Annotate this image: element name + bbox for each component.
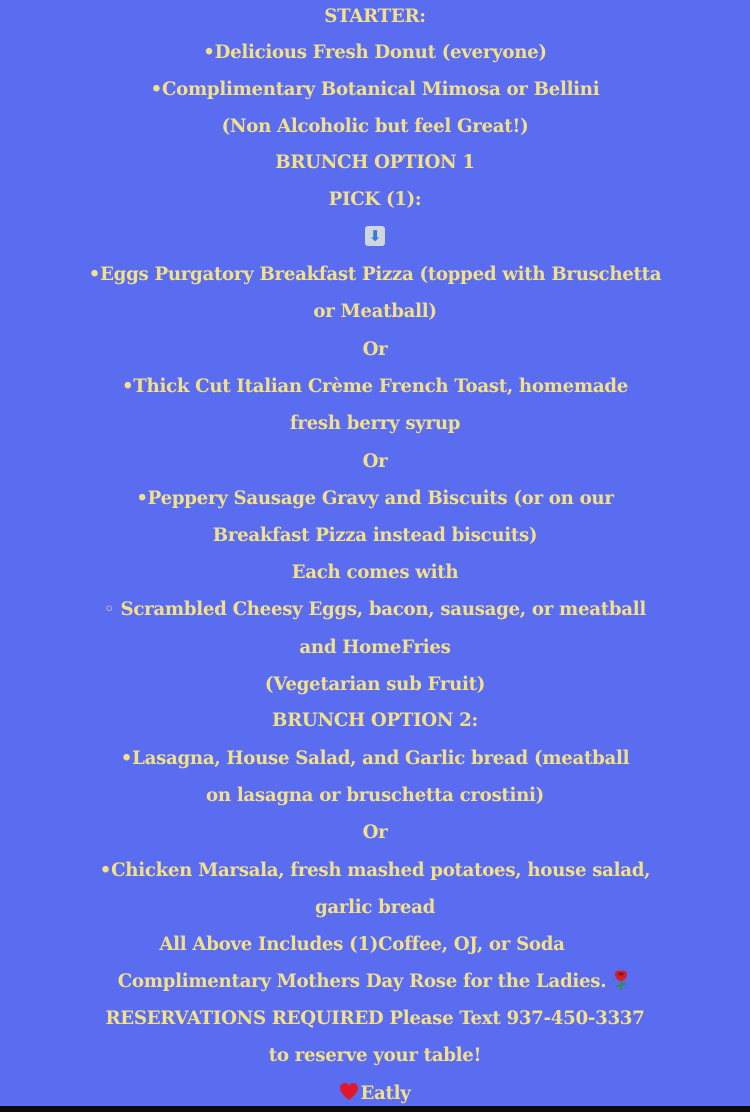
option2-item-lasagna-line1: •Lasagna, House Salad, and Garlic bread (meatball bbox=[120, 748, 630, 769]
or-divider-3: Or bbox=[362, 822, 388, 843]
starter-item-mimosa: •Complimentary Botanical Mimosa or Bellini bbox=[150, 79, 600, 100]
option2-item-lasagna-line2: on lasagna or bruschetta crostini) bbox=[206, 785, 544, 806]
rose-icon bbox=[610, 969, 632, 991]
rose-line-text: Complimentary Mothers Day Rose for the Ladies. bbox=[117, 971, 607, 992]
or-divider-1: Or bbox=[362, 339, 388, 360]
option2-item-marsala-line2: garlic bread bbox=[314, 897, 436, 918]
down-arrow-icon: ⬇ bbox=[365, 226, 385, 246]
or-divider-2: Or bbox=[362, 451, 388, 472]
option1-pick: PICK (1): bbox=[328, 189, 422, 210]
down-arrow-row bbox=[0, 218, 750, 255]
includes-line: All Above Includes (1)Coffee, OJ, or Soda bbox=[159, 934, 565, 955]
rose-line bbox=[0, 963, 750, 1000]
option2-heading: BRUNCH OPTION 2: bbox=[272, 710, 478, 731]
signature-line bbox=[0, 1075, 750, 1106]
bottom-bar bbox=[0, 1106, 750, 1112]
signature-text: Eatly bbox=[360, 1083, 411, 1104]
option1-item-biscuits-line1: •Peppery Sausage Gravy and Biscuits (or on our bbox=[136, 488, 614, 509]
option1-item-pizza-line2: or Meatball) bbox=[313, 301, 437, 322]
option2-item-marsala-line1: •Chicken Marsala, fresh mashed potatoes, house salad, bbox=[99, 860, 651, 881]
option1-item-biscuits-line2: Breakfast Pizza instead biscuits) bbox=[212, 525, 538, 546]
option1-item-pizza-line1: •Eggs Purgatory Breakfast Pizza (topped with Bruschetta bbox=[88, 264, 662, 285]
heart-icon bbox=[339, 1082, 359, 1102]
starter-note: (Non Alcoholic but feel Great!) bbox=[221, 116, 529, 137]
reservations-line1: RESERVATIONS REQUIRED Please Text 937-450-3337 bbox=[105, 1008, 645, 1029]
reservations-line2: to reserve your table! bbox=[268, 1045, 482, 1066]
option1-item-french-toast-line1: •Thick Cut Italian Crème French Toast, homemade bbox=[121, 376, 628, 397]
sides-line1: ◦ Scrambled Cheesy Eggs, bacon, sausage, or meatball bbox=[104, 599, 646, 620]
each-comes-with: Each comes with bbox=[291, 562, 459, 583]
option1-item-french-toast-line2: fresh berry syrup bbox=[289, 413, 461, 434]
starter-item-donut: •Delicious Fresh Donut (everyone) bbox=[203, 42, 547, 63]
starter-heading: STARTER: bbox=[324, 6, 426, 27]
option1-heading: BRUNCH OPTION 1 bbox=[275, 152, 475, 173]
vegetarian-note: (Vegetarian sub Fruit) bbox=[264, 674, 486, 695]
sides-line2: and HomeFries bbox=[299, 637, 451, 658]
